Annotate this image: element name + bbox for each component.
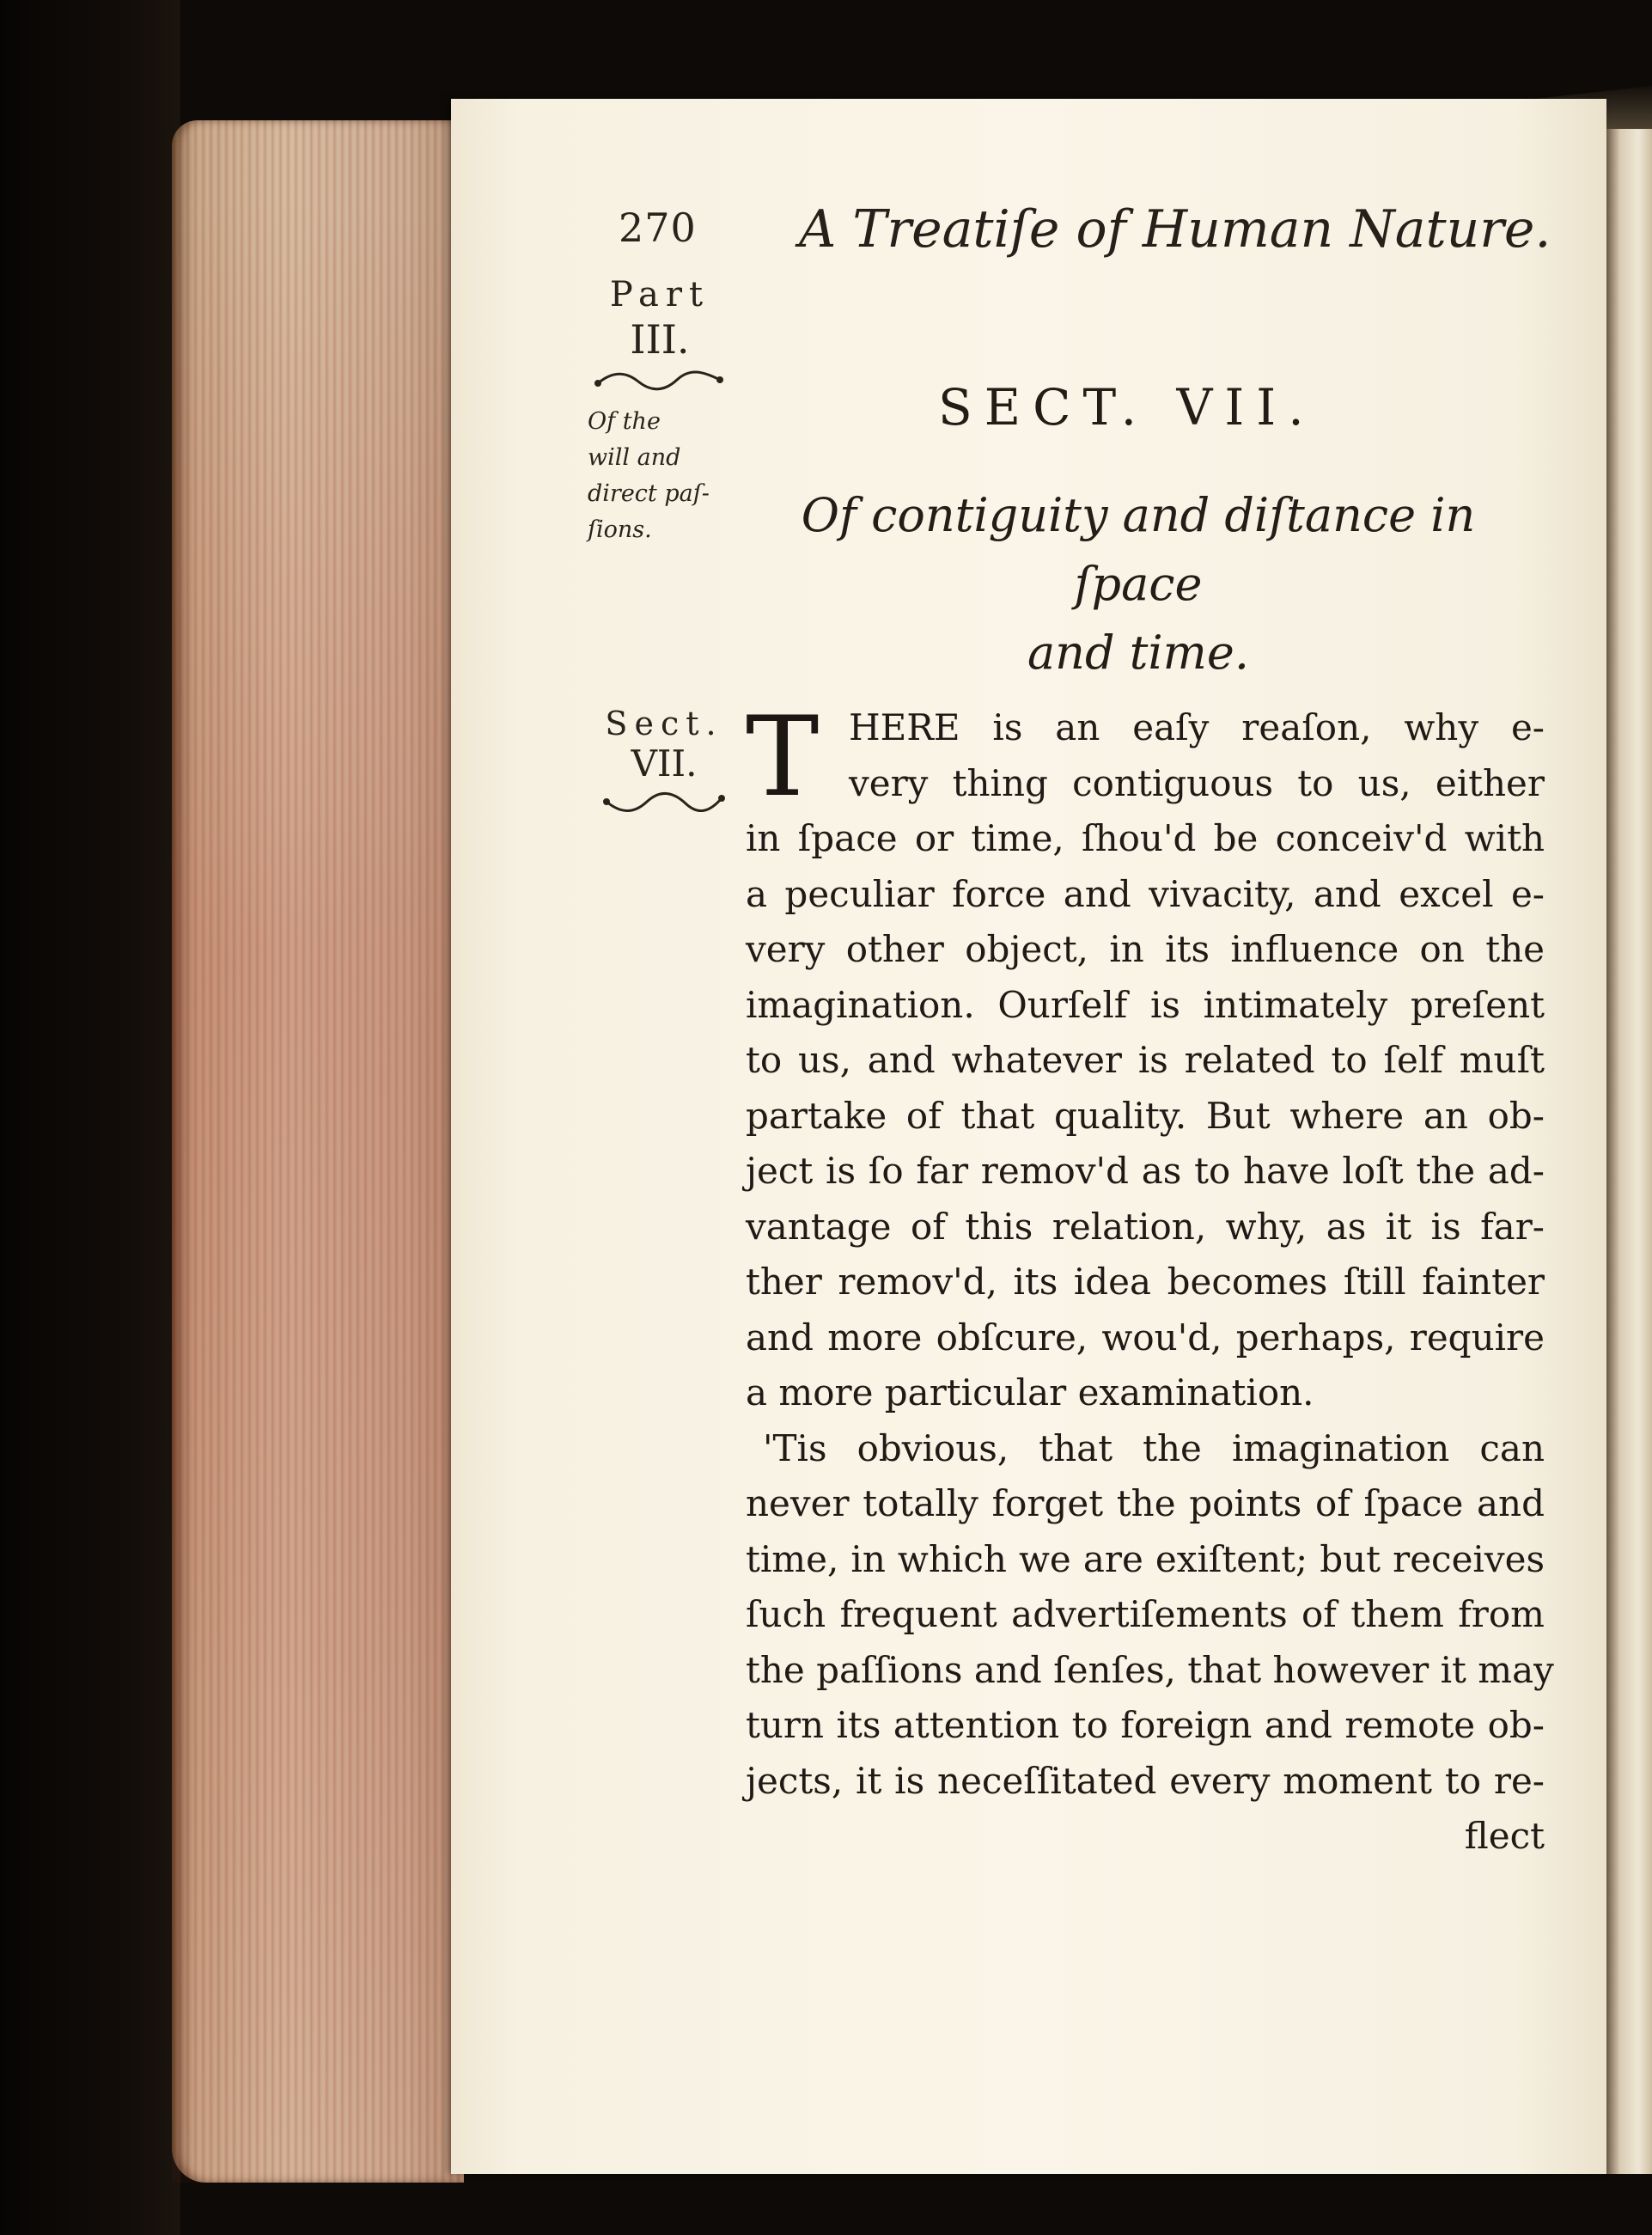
section-title-line: and time. bbox=[1027, 626, 1249, 680]
text-line: 'Tis obvious, that the imagination can bbox=[763, 1426, 1545, 1469]
text-line: to us, and whatever is related to ſelf muſt bbox=[746, 1039, 1545, 1081]
drop-cap: T bbox=[746, 693, 820, 821]
text-line: turn its attention to foreign and remote ob- bbox=[746, 1704, 1545, 1746]
flourish-ornament-icon bbox=[591, 368, 728, 394]
text-line: in ſpace or time, ſhou'd be conceiv'd with bbox=[746, 817, 1545, 859]
running-title: A Treatiſe of Human Nature. bbox=[799, 199, 1551, 260]
text-line: jects, it is neceſſitated every moment to re- bbox=[746, 1759, 1545, 1802]
text-line: imagination. Ourſelf is intimately preſent bbox=[746, 983, 1545, 1026]
text-line: partake of that quality. But where an ob- bbox=[746, 1094, 1545, 1137]
topic-line: direct paſ- bbox=[588, 480, 710, 507]
text-line: never totally forget the points of ſpace and bbox=[746, 1482, 1545, 1524]
margin-part-note bbox=[582, 275, 737, 394]
topic-line: Of the bbox=[588, 408, 661, 435]
body-text bbox=[746, 693, 1554, 1865]
text-line: a peculiar force and vivacity, and excel e- bbox=[746, 872, 1545, 915]
text-line: a more particular examination. bbox=[746, 1371, 1314, 1414]
page-edges bbox=[172, 120, 464, 2183]
flourish-ornament-icon bbox=[600, 790, 728, 815]
catchword: flect bbox=[1464, 1815, 1545, 1857]
text-line: very thing contiguous to us, either bbox=[849, 761, 1545, 804]
topic-line: ſions. bbox=[588, 516, 652, 543]
topic-line: will and bbox=[588, 444, 681, 471]
page-number: 270 bbox=[619, 205, 697, 251]
text-line: HERE is an eaſy reaſon, why e- bbox=[849, 706, 1545, 748]
text-line: and more obſcure, wou'd, perhaps, require bbox=[746, 1316, 1545, 1359]
section-heading: SECT. VII. bbox=[938, 378, 1316, 437]
sect-label: Sect. bbox=[605, 705, 723, 742]
section-title bbox=[739, 481, 1538, 687]
part-number: III. bbox=[630, 316, 690, 363]
facing-page-edge bbox=[1606, 129, 1652, 2174]
margin-sect-note bbox=[591, 705, 737, 815]
text-line: vantage of this relation, why, as it is far- bbox=[746, 1205, 1545, 1248]
margin-topic-note bbox=[588, 404, 716, 548]
background-shadow bbox=[0, 0, 180, 2235]
section-title-line: Of contiguity and diſtance in ſpace bbox=[801, 488, 1476, 611]
text-line: very other object, in its influence on the bbox=[746, 928, 1545, 970]
text-line: ther remov'd, its idea becomes ſtill fainter bbox=[746, 1261, 1545, 1303]
text-line: ſuch frequent advertiſements of them from bbox=[746, 1593, 1545, 1635]
sect-number: VII. bbox=[631, 742, 698, 785]
text-line: ject is ſo far remov'd as to have loſt the ad- bbox=[746, 1150, 1545, 1192]
part-label: Part bbox=[609, 275, 710, 314]
text-line: the paſſions and ſenſes, that however it may bbox=[746, 1648, 1554, 1691]
text-line: time, in which we are exiſtent; but receives bbox=[746, 1537, 1545, 1580]
